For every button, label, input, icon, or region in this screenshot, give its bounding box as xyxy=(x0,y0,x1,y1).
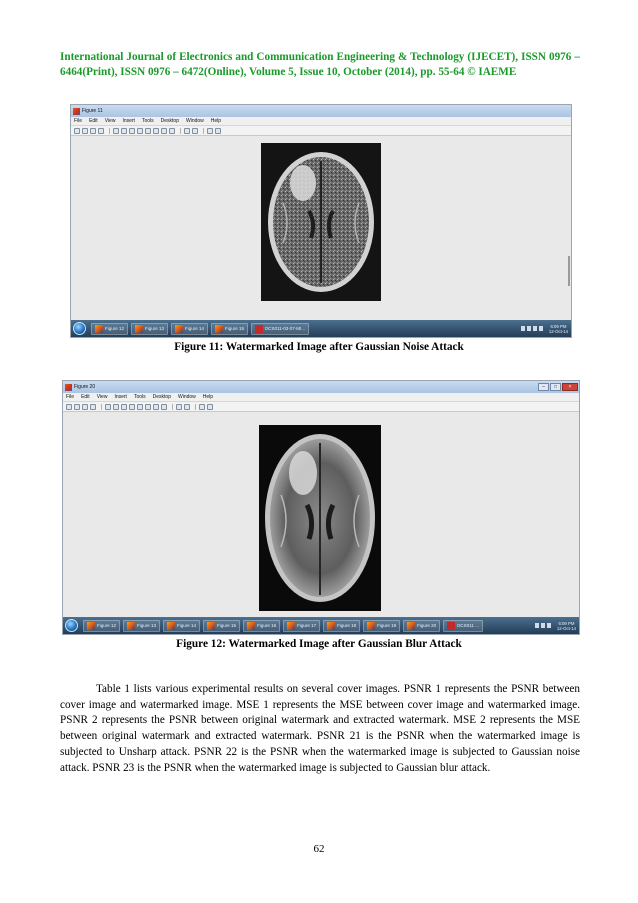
matlab-logo-icon xyxy=(65,384,72,391)
open-file-icon[interactable] xyxy=(74,404,80,410)
menu-desktop[interactable]: Desktop xyxy=(160,118,179,124)
menu-edit[interactable]: Edit xyxy=(81,394,90,400)
taskbar-item[interactable] xyxy=(403,620,440,632)
menu-tools[interactable]: Tools xyxy=(133,394,146,400)
taskbar-item[interactable] xyxy=(363,620,400,632)
body-paragraph: Table 1 lists various experimental results on several cover images. PSNR 1 represents the PSNR between cover image and watermarked image. MSE 1 represents the MSE between cover image and watermarked image. PSNR 2 represents the PSNR between original watermark and extracted watermark. MSE 2 represents the MSE between original watermark and extracted watermark. PSNR 21 is the PSNR when the watermarked image is subjected to Unsharp attack. PSNR 22 is the PSNR when the watermarked image is subjected to Gaussian noise attack. PSNR 23 is the PSNR when the watermarked image is subjected to Gaussian blur attack. xyxy=(60,683,580,774)
watermarked-brain-mri-noise xyxy=(261,143,381,301)
figure-11-titlebar xyxy=(71,105,571,117)
menu-tools[interactable]: Tools xyxy=(141,118,154,124)
plot-tools-icon[interactable] xyxy=(207,128,213,134)
journal-header: International Journal of Electronics and Communication Engineering & Technology (IJECET), ISSN 0976 – 6464(Print), ISSN 0976 – 6472(Online), Volume 5, Issue 10, October (2014), pp. 55-64 © IAEME xyxy=(60,51,580,78)
matlab-figure-icon xyxy=(287,622,295,630)
matlab-logo-icon xyxy=(73,108,80,115)
menu-view[interactable]: View xyxy=(96,394,108,400)
rotate-icon[interactable] xyxy=(145,128,151,134)
matlab-figure-icon xyxy=(215,325,223,333)
taskbar-item[interactable] xyxy=(443,620,483,632)
menu-window[interactable]: Window xyxy=(185,118,204,124)
figure-12-titlebar xyxy=(63,381,579,393)
tray-icon[interactable] xyxy=(541,623,545,628)
matlab-figure-icon xyxy=(327,622,335,630)
zoom-in-icon[interactable] xyxy=(113,404,119,410)
menu-file[interactable]: File xyxy=(74,118,83,124)
tray-icon[interactable] xyxy=(521,326,525,331)
figure-11-caption: Figure 11: Watermarked Image after Gaussian Noise Attack xyxy=(174,341,464,353)
taskbar-item[interactable] xyxy=(163,620,200,632)
pan-icon[interactable] xyxy=(137,128,143,134)
taskbar-item[interactable] xyxy=(203,620,240,632)
pan-icon[interactable] xyxy=(129,404,135,410)
brush-icon[interactable] xyxy=(153,404,159,410)
figure-11-taskbar xyxy=(71,320,571,337)
clock-date: 12-Oct-14 xyxy=(556,625,576,631)
pointer-icon[interactable] xyxy=(113,128,119,134)
menu-desktop[interactable]: Desktop xyxy=(152,394,171,400)
matlab-figure-icon xyxy=(247,622,255,630)
taskbar-item[interactable] xyxy=(171,323,208,335)
matlab-figure-icon xyxy=(127,622,135,630)
figure-12-window xyxy=(62,380,580,635)
figure-11-window xyxy=(70,104,572,338)
clock-time: 6:09 PM xyxy=(558,620,575,626)
link-icon[interactable] xyxy=(161,404,167,410)
new-figure-icon[interactable] xyxy=(66,404,72,410)
taskbar-item-label: Figure 15 xyxy=(225,326,245,331)
taskbar-item[interactable] xyxy=(83,620,120,632)
save-icon[interactable] xyxy=(90,128,96,134)
legend-icon[interactable] xyxy=(184,404,190,410)
dock-icon[interactable] xyxy=(215,128,221,134)
minimize-icon[interactable]: – xyxy=(538,383,549,391)
matlab-figure-icon xyxy=(207,622,215,630)
start-button-icon[interactable] xyxy=(65,619,78,632)
rotate-icon[interactable] xyxy=(137,404,143,410)
link-icon[interactable] xyxy=(169,128,175,134)
matlab-figure-icon xyxy=(367,622,375,630)
data-cursor-icon[interactable] xyxy=(153,128,159,134)
taskbar-item-label: DCS011 ... xyxy=(457,623,479,628)
menu-insert[interactable]: Insert xyxy=(114,394,127,400)
taskbar-item-label: Figure 13 xyxy=(137,623,157,628)
taskbar-item-label: Figure 14 xyxy=(177,623,197,628)
dock-icon[interactable] xyxy=(207,404,213,410)
menu-help[interactable]: Help xyxy=(210,118,222,124)
taskbar-item-label: Figure 20 xyxy=(417,623,437,628)
taskbar-item-label: Figure 13 xyxy=(145,326,165,331)
figure-11-canvas xyxy=(71,136,571,320)
taskbar-clock[interactable] xyxy=(557,621,576,631)
taskbar-item-label: Figure 17 xyxy=(297,623,317,628)
menu-insert[interactable]: Insert xyxy=(122,118,135,124)
brush-icon[interactable] xyxy=(161,128,167,134)
volume-icon[interactable] xyxy=(539,326,543,331)
clock-time: 6:09 PM xyxy=(550,323,567,329)
figure-12-canvas xyxy=(63,412,579,617)
matlab-figure-icon xyxy=(407,622,415,630)
taskbar-item-label: Figure 19 xyxy=(377,623,397,628)
watermarked-brain-mri-blur xyxy=(259,425,381,611)
taskbar-item[interactable] xyxy=(283,620,320,632)
start-button-icon[interactable] xyxy=(73,322,86,335)
taskbar-item-label: Figure 14 xyxy=(185,326,205,331)
figure-12-toolbar xyxy=(63,402,579,412)
open-file-icon[interactable] xyxy=(82,128,88,134)
tray-icon[interactable] xyxy=(533,326,537,331)
taskbar-item[interactable] xyxy=(91,323,128,335)
legend-icon[interactable] xyxy=(192,128,198,134)
taskbar-item-label: Figure 12 xyxy=(105,326,125,331)
menu-edit[interactable]: Edit xyxy=(89,118,98,124)
plot-tools-icon[interactable] xyxy=(199,404,205,410)
menu-file[interactable]: File xyxy=(66,394,75,400)
matlab-figure-icon xyxy=(175,325,183,333)
matlab-figure-icon xyxy=(87,622,95,630)
pdf-document-icon xyxy=(447,622,455,630)
close-icon[interactable]: × xyxy=(562,383,578,391)
taskbar-item[interactable] xyxy=(251,323,309,335)
clock-date: 12-Oct-14 xyxy=(548,328,568,334)
figure-12-taskbar xyxy=(63,617,579,634)
matlab-figure-icon xyxy=(135,325,143,333)
matlab-figure-icon xyxy=(167,622,175,630)
zoom-out-icon[interactable] xyxy=(121,404,127,410)
pointer-icon[interactable] xyxy=(105,404,111,410)
colorbar-icon[interactable] xyxy=(176,404,182,410)
new-figure-icon[interactable] xyxy=(74,128,80,134)
taskbar-item-label: Figure 16 xyxy=(257,623,277,628)
page-number: 62 xyxy=(313,843,325,855)
data-cursor-icon[interactable] xyxy=(145,404,151,410)
print-icon[interactable] xyxy=(90,404,96,410)
taskbar-item[interactable] xyxy=(123,620,160,632)
taskbar-item-label: Figure 18 xyxy=(337,623,357,628)
colorbar-icon[interactable] xyxy=(184,128,190,134)
taskbar-item-label: Figure 15 xyxy=(217,623,237,628)
matlab-figure-icon xyxy=(95,325,103,333)
system-tray xyxy=(535,621,579,631)
pdf-document-icon xyxy=(255,325,263,333)
figure-12-window-title: Figure 20 xyxy=(74,384,96,390)
taskbar-item[interactable] xyxy=(211,323,248,335)
system-tray xyxy=(521,324,571,334)
figure-12-caption: Figure 12: Watermarked Image after Gaussian Blur Attack xyxy=(176,638,462,650)
taskbar-item[interactable] xyxy=(323,620,360,632)
zoom-in-icon[interactable] xyxy=(121,128,127,134)
figure-11-toolbar xyxy=(71,126,571,136)
taskbar-item[interactable] xyxy=(243,620,280,632)
taskbar-item-label: Figure 12 xyxy=(97,623,117,628)
tray-icon[interactable] xyxy=(535,623,539,628)
save-icon[interactable] xyxy=(82,404,88,410)
taskbar-item[interactable] xyxy=(131,323,168,335)
zoom-out-icon[interactable] xyxy=(129,128,135,134)
taskbar-clock[interactable] xyxy=(549,324,568,334)
volume-icon[interactable] xyxy=(547,623,551,628)
figure-11-menubar xyxy=(71,117,571,126)
maximize-icon[interactable]: □ xyxy=(550,383,561,391)
menu-view[interactable]: View xyxy=(104,118,116,124)
figure-12-menubar xyxy=(63,393,579,402)
taskbar-item-label: DCS011-03-07-MI... xyxy=(265,326,305,331)
tray-icon[interactable] xyxy=(527,326,531,331)
menu-window[interactable]: Window xyxy=(177,394,196,400)
figure-11-window-title: Figure 11 xyxy=(82,108,103,114)
print-icon[interactable] xyxy=(98,128,104,134)
scrollbar[interactable] xyxy=(568,256,570,286)
menu-help[interactable]: Help xyxy=(202,394,214,400)
